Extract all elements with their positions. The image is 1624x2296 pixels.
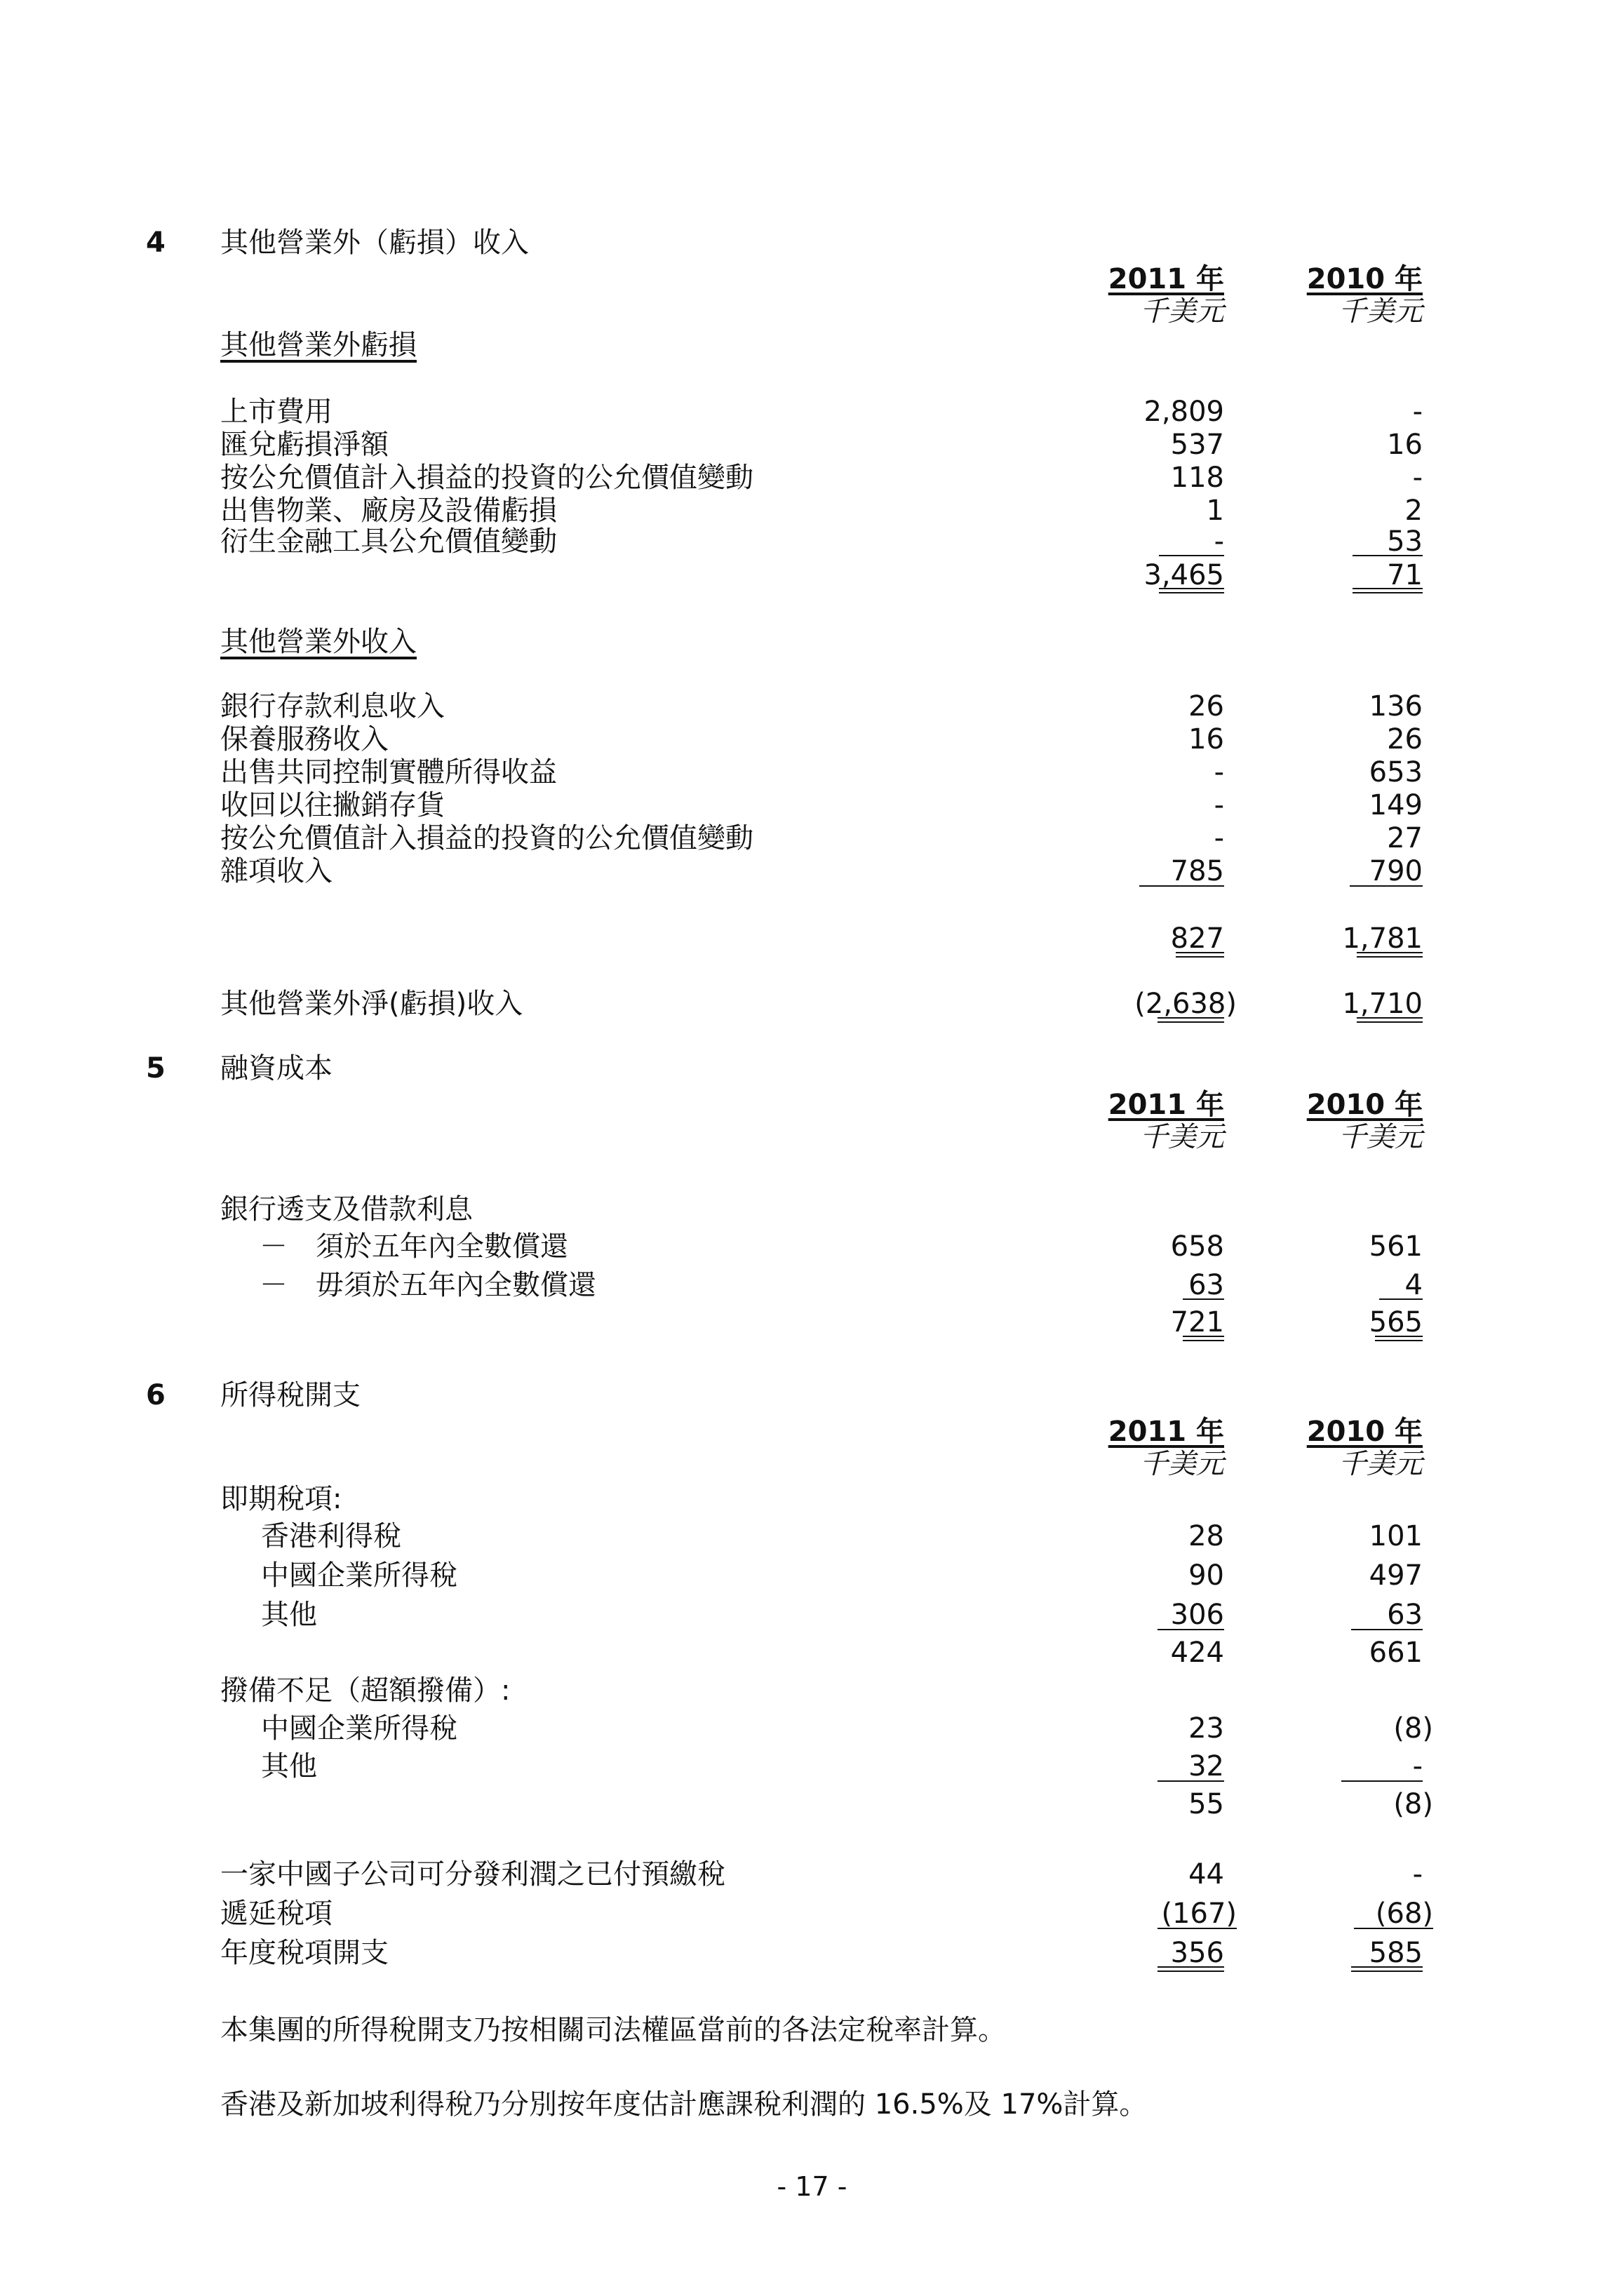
section-6-number: 6 (146, 1379, 166, 1411)
underline (1379, 1298, 1423, 1300)
section-5-number: 5 (146, 1052, 166, 1085)
withholding-2011: 44 (1188, 1858, 1224, 1891)
under-row-2011: 32 (1188, 1750, 1224, 1783)
under-row-2010: - (1412, 1750, 1423, 1783)
double-underline (1357, 1017, 1423, 1023)
s5-row-2010: 4 (1404, 1269, 1423, 1301)
loss-row-2011: 537 (1170, 429, 1224, 461)
col-2010-header: 2010 年 (1306, 263, 1423, 295)
income-row-label: 收回以往撇銷存貨 (220, 789, 445, 821)
loss-row-label: 按公允價值計入損益的投資的公允價值變動 (220, 462, 753, 494)
income-row-2010: 26 (1387, 723, 1423, 756)
income-row-label: 按公允價值計入損益的投資的公允價值變動 (220, 822, 753, 854)
current-row-2011: 28 (1188, 1520, 1224, 1552)
s5-row-2010: 561 (1369, 1230, 1423, 1263)
section-6-title: 所得稅開支 (220, 1379, 361, 1411)
current-row-2011: 90 (1188, 1559, 1224, 1592)
under-row-label: 中國企業所得稅 (261, 1712, 457, 1745)
under-row-label: 其他 (261, 1750, 317, 1783)
double-underline (1157, 1966, 1224, 1972)
under-provision-heading: 撥備不足（超額撥備）: (220, 1674, 511, 1707)
col-2010-header: 2010 年 (1306, 1089, 1423, 1121)
income-row-2011: - (1214, 756, 1224, 788)
underline (1354, 1928, 1433, 1929)
underline (1351, 1629, 1423, 1630)
tax-total-label: 年度稅項開支 (220, 1937, 389, 1969)
page-number: - 17 - (777, 2171, 847, 2202)
income-row-label: 出售共同控制實體所得收益 (220, 756, 557, 788)
loss-row-2010: 16 (1387, 429, 1423, 461)
withholding-2010: - (1412, 1858, 1423, 1891)
loss-row-2011: 118 (1170, 462, 1224, 494)
s5-row-label: － 須於五年內全數償還 (260, 1230, 568, 1263)
current-row-2010: 63 (1387, 1599, 1423, 1631)
col-2011-header: 2011 年 (1108, 1089, 1224, 1121)
income-row-2010: 790 (1369, 855, 1423, 887)
s5-total-2010: 565 (1369, 1306, 1423, 1338)
current-row-label: 中國企業所得稅 (261, 1559, 457, 1592)
income-row-2011: 26 (1188, 690, 1224, 723)
loss-row-2011: 1 (1206, 495, 1224, 527)
net-label: 其他營業外淨(虧損)收入 (220, 988, 523, 1020)
under-row-2011: 23 (1188, 1712, 1224, 1745)
current-row-label: 香港利得稅 (261, 1520, 401, 1552)
s5-row-label: － 毋須於五年內全數償還 (260, 1269, 596, 1301)
underline (1157, 1780, 1224, 1782)
income-heading: 其他營業外收入 (220, 626, 417, 658)
under-row-2010: (8) (1393, 1712, 1433, 1745)
income-row-label: 雜項收入 (220, 855, 333, 887)
income-row-2011: 16 (1188, 723, 1224, 756)
double-underline (1159, 588, 1224, 593)
col-2011-header: 2011 年 (1108, 1416, 1224, 1448)
loss-row-label: 上市費用 (220, 396, 333, 428)
underline (1341, 1780, 1423, 1782)
col-2011-unit: 千美元 (1140, 1121, 1224, 1153)
underline (1139, 885, 1224, 887)
loss-row-2011: 2,809 (1143, 396, 1224, 428)
underline (1350, 885, 1423, 887)
underline (1157, 1928, 1237, 1929)
tax-note-1: 本集團的所得稅開支乃按相關司法權區當前的各法定稅率計算。 (220, 2014, 1006, 2046)
loss-row-2010: 2 (1404, 495, 1423, 527)
current-tax-heading: 即期稅項: (220, 1483, 342, 1515)
loss-row-2011: - (1214, 525, 1224, 558)
double-underline (1351, 1966, 1423, 1972)
double-underline (1375, 1336, 1423, 1341)
loss-row-label: 衍生金融工具公允價值變動 (220, 525, 557, 558)
withholding-label: 一家中國子公司可分發利潤之已付預繳稅 (220, 1858, 725, 1891)
section-4-title: 其他營業外（虧損）收入 (220, 227, 529, 259)
col-2011-header: 2011 年 (1108, 263, 1224, 295)
current-total-2010: 661 (1369, 1637, 1423, 1669)
col-2010-unit: 千美元 (1338, 295, 1423, 328)
income-row-label: 保養服務收入 (220, 723, 389, 756)
losses-total-2010: 71 (1387, 559, 1423, 591)
current-total-2011: 424 (1170, 1637, 1224, 1669)
current-row-2011: 306 (1170, 1599, 1224, 1631)
net-2011: (2,638) (1134, 988, 1237, 1020)
income-row-2010: 653 (1369, 756, 1423, 788)
col-2011-unit: 千美元 (1140, 295, 1224, 328)
s5-row-2011: 63 (1188, 1269, 1224, 1301)
deferred-2010: (68) (1375, 1898, 1433, 1930)
double-underline (1176, 952, 1224, 958)
tax-note-2: 香港及新加坡利得稅乃分別按年度估計應課稅利潤的 16.5%及 17%計算。 (220, 2088, 1148, 2121)
section-5-title: 融資成本 (220, 1052, 333, 1085)
col-2011-unit: 千美元 (1140, 1448, 1224, 1480)
losses-heading: 其他營業外虧損 (220, 329, 417, 361)
current-row-2010: 497 (1369, 1559, 1423, 1592)
under-total-2010: (8) (1393, 1788, 1433, 1820)
underline (1159, 555, 1224, 556)
tax-total-2010: 585 (1369, 1937, 1423, 1969)
income-row-2010: 27 (1387, 822, 1423, 854)
current-row-label: 其他 (261, 1599, 317, 1631)
net-2010: 1,710 (1342, 988, 1423, 1020)
underline (1353, 555, 1423, 556)
double-underline (1353, 588, 1423, 593)
income-row-2010: 149 (1369, 789, 1423, 821)
income-row-label: 銀行存款利息收入 (220, 690, 445, 723)
section-4-number: 4 (146, 227, 166, 259)
s5-total-2011: 721 (1170, 1306, 1224, 1338)
losses-total-2011: 3,465 (1143, 559, 1224, 591)
income-row-2010: 136 (1369, 690, 1423, 723)
income-total-2011: 827 (1170, 922, 1224, 955)
loss-row-label: 匯兌虧損淨額 (220, 429, 389, 461)
current-row-2010: 101 (1369, 1520, 1423, 1552)
tax-total-2011: 356 (1170, 1937, 1224, 1969)
loss-row-2010: - (1412, 396, 1423, 428)
underline (1157, 1629, 1224, 1630)
col-2010-header: 2010 年 (1306, 1416, 1423, 1448)
col-2010-unit: 千美元 (1338, 1448, 1423, 1480)
income-row-2011: 785 (1170, 855, 1224, 887)
income-total-2010: 1,781 (1342, 922, 1423, 955)
deferred-label: 遞延稅項 (220, 1898, 333, 1930)
income-row-2011: - (1214, 822, 1224, 854)
double-underline (1183, 1336, 1224, 1341)
income-row-2011: - (1214, 789, 1224, 821)
col-2010-unit: 千美元 (1338, 1121, 1423, 1153)
double-underline (1357, 952, 1423, 958)
s5-row-2011: 658 (1170, 1230, 1224, 1263)
loss-row-2010: 53 (1387, 525, 1423, 558)
s5-heading: 銀行透支及借款利息 (220, 1193, 473, 1226)
under-total-2011: 55 (1188, 1788, 1224, 1820)
underline (1183, 1298, 1224, 1300)
deferred-2011: (167) (1161, 1898, 1237, 1930)
double-underline (1157, 1017, 1224, 1023)
loss-row-2010: - (1412, 462, 1423, 494)
loss-row-label: 出售物業、廠房及設備虧損 (220, 495, 557, 527)
